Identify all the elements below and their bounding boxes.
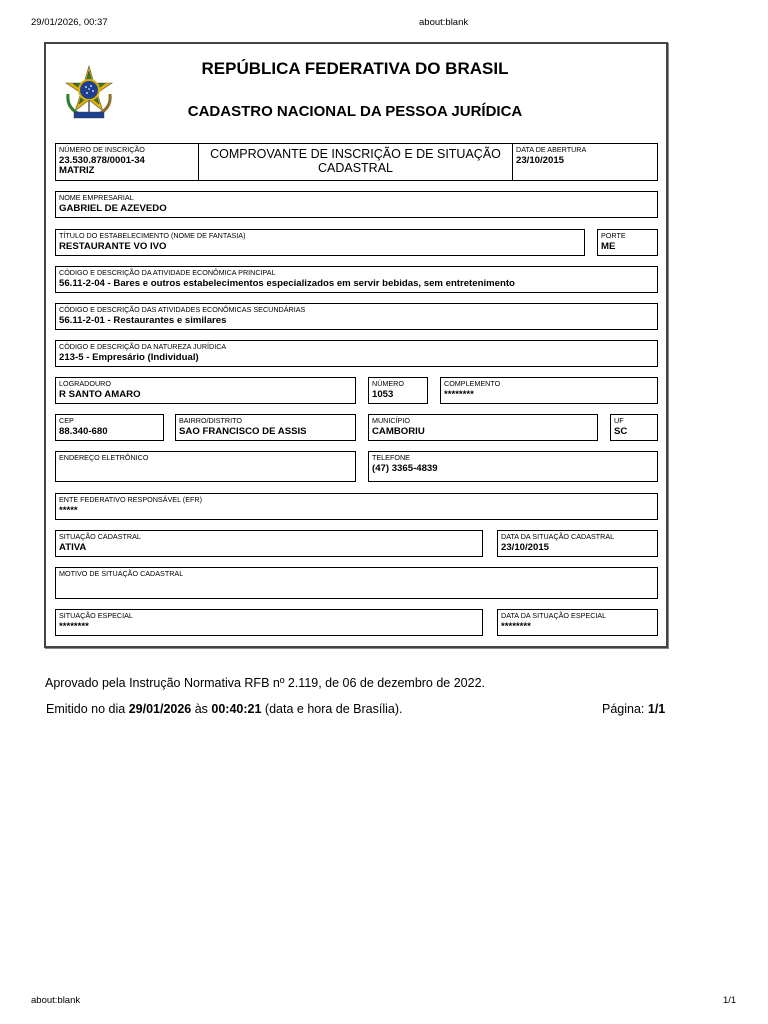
page-value: 1/1 — [647, 702, 666, 716]
label-bairro: BAIRRO/DISTRITO — [179, 416, 242, 425]
value-municipio: CAMBORIU — [372, 426, 425, 437]
value-abertura: 23/10/2015 — [516, 155, 565, 166]
emission-prefix: Emitido no dia — [46, 702, 129, 716]
document-title-box — [198, 143, 513, 181]
label-numero: NÚMERO — [372, 379, 404, 388]
field-nome-fantasia — [55, 229, 585, 256]
value-numero: 1053 — [372, 389, 394, 400]
label-telefone: TELEFONE — [372, 453, 410, 462]
value-natureza-juridica: 213-5 - Empresário (Individual) — [59, 352, 199, 363]
value-situacao-especial: ******** — [59, 621, 89, 632]
field-data-situacao — [497, 530, 658, 557]
value-uf: SC — [614, 426, 628, 437]
field-complemento — [440, 377, 658, 404]
field-abertura — [512, 143, 658, 181]
field-nome-empresarial — [55, 191, 658, 218]
label-atividade-principal: CÓDIGO E DESCRIÇÃO DA ATIVIDADE ECONÔMICA PRINCIPAL — [59, 268, 276, 277]
value-efr: ***** — [59, 505, 78, 516]
emission-mid: às — [191, 702, 212, 716]
field-motivo — [55, 567, 658, 599]
label-nome-fantasia: TÍTULO DO ESTABELECIMENTO (NOME DE FANTASIA) — [59, 231, 246, 240]
value-porte: ME — [601, 241, 616, 252]
value-bairro: SAO FRANCISCO DE ASSIS — [179, 426, 307, 437]
field-atividades-secundarias — [55, 303, 658, 330]
value-logradouro: R SANTO AMARO — [59, 389, 141, 400]
field-municipio — [368, 414, 598, 441]
print-page-url: about:blank — [419, 17, 469, 28]
value-situacao-cadastral: ATIVA — [59, 542, 87, 553]
value-data-situacao-especial: ******** — [501, 621, 531, 632]
label-situacao-especial: SITUAÇÃO ESPECIAL — [59, 611, 133, 620]
value-telefone: (47) 3365-4839 — [372, 463, 438, 474]
label-email: ENDEREÇO ELETRÔNICO — [59, 453, 149, 462]
document-title-line2: CADASTRAL — [317, 161, 394, 175]
value-matriz: MATRIZ — [59, 165, 95, 176]
document-title — [199, 147, 512, 175]
print-datetime: 29/01/2026, 00:37 — [31, 17, 108, 28]
cnpj-title: CADASTRO NACIONAL DA PESSOA JURÍDICA — [187, 103, 523, 120]
label-uf: UF — [614, 416, 624, 425]
field-email — [55, 451, 356, 482]
field-uf — [610, 414, 658, 441]
field-porte — [597, 229, 658, 256]
field-bairro — [175, 414, 356, 441]
label-porte: PORTE — [601, 231, 626, 240]
field-natureza-juridica — [55, 340, 658, 367]
label-atividades-secundarias: CÓDIGO E DESCRIÇÃO DAS ATIVIDADES ECONÔMICAS SECUNDÁRIAS — [59, 305, 306, 314]
value-atividades-secundarias: 56.11-2-01 - Restaurantes e similares — [59, 315, 227, 326]
label-nome-empresarial: NOME EMPRESARIAL — [59, 193, 134, 202]
field-numero — [368, 377, 428, 404]
value-inscricao: 23.530.878/0001-34 — [59, 155, 145, 166]
label-data-situacao: DATA DA SITUAÇÃO CADASTRAL — [501, 532, 615, 541]
value-complemento: ******** — [444, 389, 474, 400]
document-title-line1: COMPROVANTE DE INSCRIÇÃO E DE SITUAÇÃO — [210, 147, 501, 161]
page-number — [602, 702, 665, 716]
label-logradouro: LOGRADOURO — [59, 379, 111, 388]
emission-date: 29/01/2026 — [128, 702, 192, 716]
label-abertura: DATA DE ABERTURA — [516, 145, 587, 154]
label-municipio: MUNICÍPIO — [372, 416, 410, 425]
value-nome-empresarial: GABRIEL DE AZEVEDO — [59, 203, 167, 214]
label-cep: CEP — [59, 416, 74, 425]
label-data-situacao-especial: DATA DA SITUAÇÃO ESPECIAL — [501, 611, 607, 620]
print-footer-url: about:blank — [31, 995, 81, 1006]
label-natureza-juridica: CÓDIGO E DESCRIÇÃO DA NATUREZA JURÍDICA — [59, 342, 227, 351]
field-situacao-especial — [55, 609, 483, 636]
field-efr — [55, 493, 658, 520]
value-nome-fantasia: RESTAURANTE VO IVO — [59, 241, 167, 252]
label-motivo: MOTIVO DE SITUAÇÃO CADASTRAL — [59, 569, 184, 578]
value-data-situacao: 23/10/2015 — [501, 542, 550, 553]
emission-note — [46, 702, 403, 716]
label-efr: ENTE FEDERATIVO RESPONSÁVEL (EFR) — [59, 495, 202, 504]
field-inscricao — [55, 143, 199, 181]
label-complemento: COMPLEMENTO — [444, 379, 501, 388]
label-inscricao: NÚMERO DE INSCRIÇÃO — [59, 145, 145, 154]
republic-title: REPÚBLICA FEDERATIVA DO BRASIL — [201, 59, 509, 78]
field-logradouro — [55, 377, 356, 404]
emission-suffix: (data e hora de Brasília). — [261, 702, 403, 716]
approval-note: Aprovado pela Instrução Normativa RFB nº 2.119, de 06 de dezembro de 2022. — [45, 676, 486, 690]
field-situacao-cadastral — [55, 530, 483, 557]
page-label: Página: — [602, 702, 648, 716]
field-atividade-principal — [55, 266, 658, 293]
label-situacao-cadastral: SITUAÇÃO CADASTRAL — [59, 532, 141, 541]
brazil-coat-of-arms-icon — [60, 64, 118, 122]
value-atividade-principal: 56.11-2-04 - Bares e outros estabelecimentos especializados em servir bebidas, sem entretenimento — [59, 278, 515, 289]
print-footer-page-count: 1/1 — [723, 995, 737, 1006]
value-cep: 88.340-680 — [59, 426, 108, 437]
emission-time: 00:40:21 — [211, 702, 262, 716]
field-data-situacao-especial — [497, 609, 658, 636]
field-cep — [55, 414, 164, 441]
field-telefone — [368, 451, 658, 482]
